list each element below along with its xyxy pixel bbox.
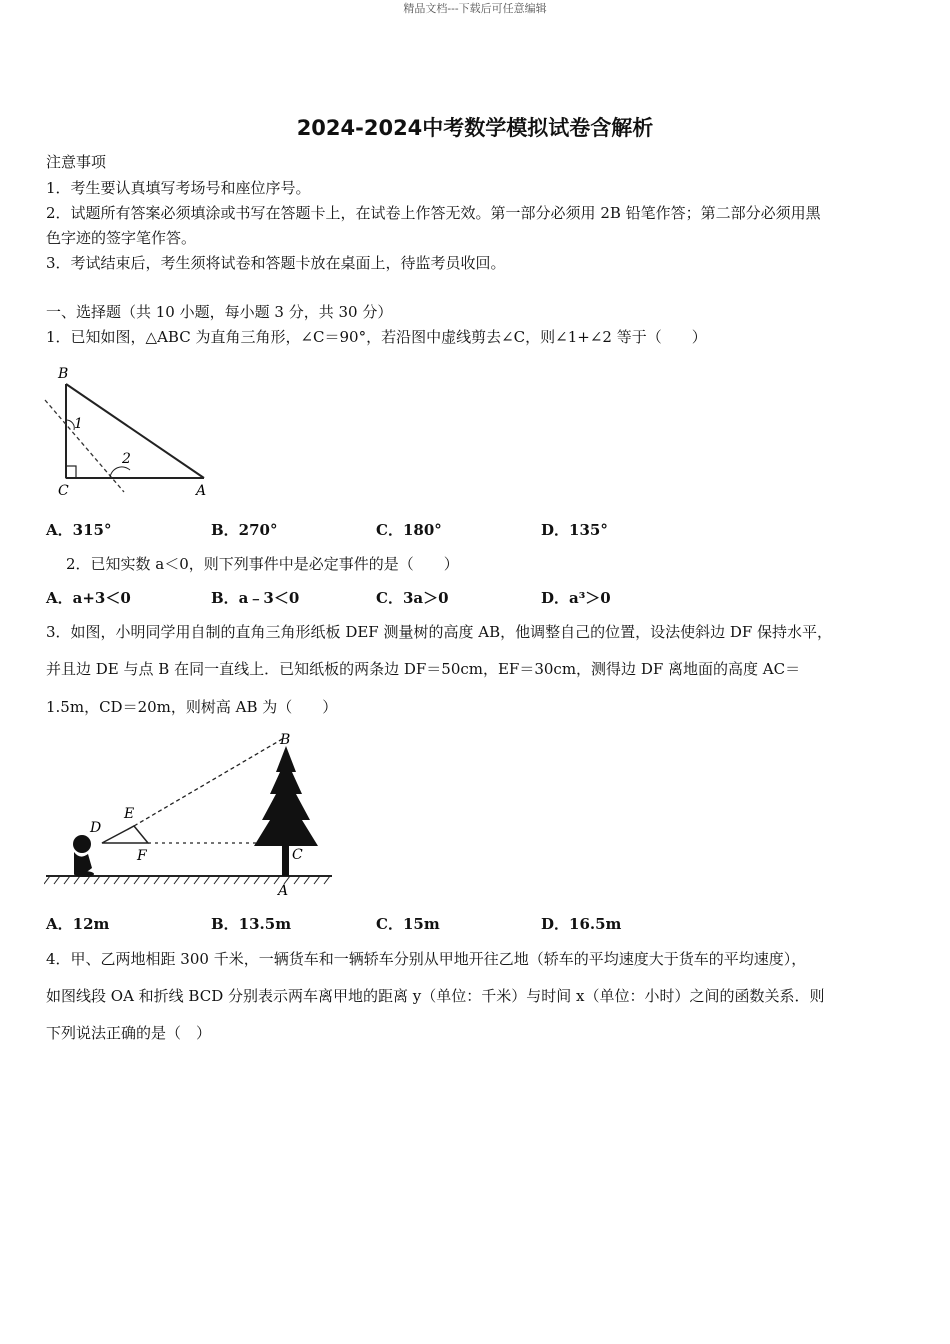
page-header: 精品文档---下载后可任意编辑: [403, 2, 547, 15]
q1-triangle-figure: [40, 362, 220, 502]
q4-stem-line1: 4．甲、乙两地相距 300 千米，一辆货车和一辆轿车分别从甲地开往乙地（轿车的平均速度大于货车的平均速度），: [46, 950, 807, 968]
q1-option-c: C．180°: [376, 521, 442, 539]
q3-label-f: F: [137, 848, 147, 864]
q3-label-b: B: [280, 732, 291, 748]
q1-label-c: C: [58, 483, 69, 499]
q1-label-a: A: [196, 483, 207, 499]
q1-label-1: 1: [74, 416, 83, 432]
q3-option-c: C．15m: [376, 915, 440, 933]
q1-label-b: B: [58, 366, 69, 382]
notice-item-3: 3．考试结束后，考生须将试卷和答题卡放在桌面上，待监考员收回。: [46, 254, 506, 272]
q1-label-2: 2: [122, 451, 131, 467]
q3-label-c: C: [292, 847, 303, 863]
q4-stem-line2: 如图线段 OA 和折线 BCD 分别表示两车离甲地的距离 y（单位：千米）与时间 x（单位：小时）之间的函数关系．则: [46, 987, 825, 1005]
q1-option-d: D．135°: [541, 521, 608, 539]
q3-option-b: B．13.5m: [211, 915, 292, 933]
q3-tree-figure: [44, 728, 344, 900]
q2-stem: 2．已知实数 a＜0，则下列事件中是必定事件的是（ ）: [66, 555, 459, 573]
q3-stem-line3: 1.5m，CD＝20m，则树高 AB 为（ ）: [46, 698, 338, 716]
section-heading: 一、选择题（共 10 小题，每小题 3 分，共 30 分）: [46, 303, 393, 321]
q1-stem: 1．已知如图，△ABC 为直角三角形，∠C＝90°，若沿图中虚线剪去∠C，则∠1+∠2 等于（ ）: [46, 328, 707, 346]
notice-heading: 注意事项: [46, 153, 107, 171]
q3-label-a: A: [278, 883, 289, 899]
q3-stem-line2: 并且边 DE 与点 B 在同一直线上．已知纸板的两条边 DF＝50cm，EF＝30cm，测得边 DF 离地面的高度 AC＝: [46, 660, 801, 678]
q2-option-c: C．3a＞0: [376, 589, 449, 607]
q1-option-a: A．315°: [46, 521, 112, 539]
page-title: 2024-2024中考数学模拟试卷含解析: [296, 116, 654, 140]
q4-stem-line3: 下列说法正确的是（ ）: [46, 1024, 212, 1042]
q3-stem-line1: 3．如图，小明同学用自制的直角三角形纸板 DEF 测量树的高度 AB，他调整自己的位置，设法使斜边 DF 保持水平，: [46, 623, 833, 641]
notice-item-2: 2．试题所有答案必须填涂或书写在答题卡上，在试卷上作答无效。第一部分必须用 2B 铅笔作答；第二部分必须用黑: [46, 204, 821, 222]
q2-option-a: A．a+3＜0: [46, 589, 131, 607]
q3-label-e: E: [124, 806, 135, 822]
q2-option-d: D．a³＞0: [541, 589, 611, 607]
q3-option-d: D．16.5m: [541, 915, 622, 933]
q2-option-b: B．a﹣3＜0: [211, 589, 300, 607]
q1-option-b: B．270°: [211, 521, 278, 539]
q3-label-d: D: [90, 820, 102, 836]
q3-option-a: A．12m: [46, 915, 110, 933]
notice-item-2-cont: 色字迹的签字笔作答。: [46, 229, 197, 247]
notice-item-1: 1．考生要认真填写考场号和座位序号。: [46, 179, 311, 197]
